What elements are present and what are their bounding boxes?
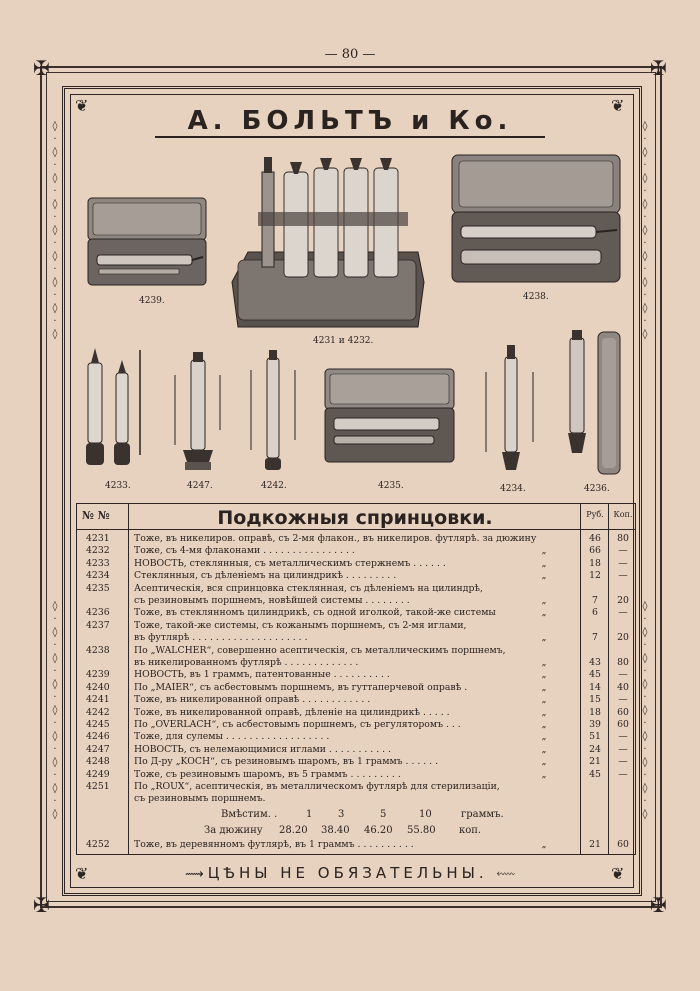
item-kop: —	[618, 768, 628, 780]
item-kop: —	[618, 743, 628, 755]
item-rub: 66	[589, 545, 601, 557]
table-row	[76, 558, 636, 570]
table-row	[76, 595, 636, 607]
right-ornament-chain-icon: ◊ · ◊ · ◊ · ◊ · ◊ · ◊ · ◊ · ◊ · ◊	[642, 601, 648, 820]
caption-4234: 4234.	[500, 484, 526, 494]
item-description: Тоже, съ резиновымъ шаромъ, въ 5 граммъ . . . . . . . . .	[134, 768, 401, 780]
item-kop: —	[618, 557, 628, 569]
item-description: По „WALCHER“, совершенно асептическія, съ металлическимъ поршнемъ,	[134, 644, 506, 656]
capacity-value: 10	[419, 809, 432, 820]
item-description: Асептическія, вся спринцовка стеклянная, съ дѣленіемъ на цилиндрѣ,	[134, 582, 483, 594]
capacity-value: 3	[338, 809, 345, 820]
item-description: въ футлярѣ . . . . . . . . . . . . . . . . . . . .	[134, 632, 308, 644]
item-kop: 60	[617, 839, 629, 850]
dozen-label: За дюжину	[204, 825, 263, 836]
item-rub: 45	[589, 669, 601, 681]
dozen-price: 55.80	[407, 825, 436, 836]
flourish-icon: ❦	[75, 864, 89, 883]
table-top-rule	[76, 503, 636, 504]
item-rub: 39	[589, 719, 601, 730]
dozen-unit: коп.	[459, 825, 482, 836]
item-rub: 45	[589, 768, 601, 780]
table-title: Подкожныя спринцовки.	[217, 507, 493, 529]
caption-4236: 4236.	[584, 484, 610, 494]
ditto-mark: „	[541, 768, 547, 780]
table-row	[76, 632, 636, 644]
item-number: 4236	[86, 607, 110, 619]
item-rub: 18	[589, 557, 601, 569]
item-kop: —	[618, 731, 628, 743]
footer-left-flourish-icon: ⟿	[185, 867, 208, 882]
item-kop: 80	[617, 657, 629, 668]
item-description: Тоже, въ никелированной оправѣ, дѣленіе на цилиндрикѣ . . . . .	[134, 706, 450, 718]
ditto-mark: „	[541, 657, 547, 668]
flourish-icon: ❦	[75, 96, 89, 115]
item-rub: 7	[592, 632, 598, 644]
item-number: 4239	[86, 669, 110, 681]
item-rub: 51	[589, 731, 601, 743]
item-kop: —	[618, 570, 628, 582]
item-description: Тоже, такой-же системы, съ кожанымъ поршнемъ, съ 2-мя иглами,	[134, 619, 467, 631]
item-kop: 20	[617, 632, 629, 644]
ditto-mark: „	[541, 731, 547, 743]
item-description: Тоже, въ никелиров. оправѣ, съ 2-мя флакон., въ никелиров. футлярѣ. за дюжину	[134, 533, 537, 544]
item-description: По Д-ру „KOCH“, съ резиновымъ шаромъ, въ 1 граммъ . . . . . .	[134, 756, 439, 768]
table-row	[76, 657, 636, 669]
table-row	[76, 545, 636, 557]
ditto-mark: „	[541, 756, 547, 768]
item-number: 4232	[86, 545, 110, 557]
ditto-mark: „	[541, 681, 547, 693]
item-description: НОВОСТЬ, въ 1 граммъ, патентованные . . . . . . . . . .	[134, 669, 390, 681]
item-description: Тоже, въ никелированной оправѣ . . . . . . . . . . . .	[134, 694, 371, 706]
corner-ornament-icon: ✠	[650, 893, 667, 917]
item-number: 4231	[86, 533, 110, 544]
table-row	[76, 707, 636, 719]
item-rub: 46	[589, 533, 601, 544]
item-rub: 24	[589, 743, 601, 755]
syringe-case-4235-illustration	[322, 366, 457, 466]
table-bottom-rule	[76, 854, 636, 855]
table-row	[76, 620, 636, 632]
item-description: Тоже, для сулемы . . . . . . . . . . . . . . . . . .	[134, 731, 330, 743]
item-description: въ никелированномъ футлярѣ . . . . . . . . . . . . .	[134, 657, 359, 668]
item-number: 4237	[86, 619, 110, 631]
item-rub: 14	[589, 681, 601, 693]
item-number: 4242	[86, 706, 110, 718]
syringe-case-4238-illustration	[449, 152, 625, 287]
syringe-4236-illustration	[562, 328, 627, 478]
item-description: Тоже, въ деревянномъ футлярѣ, въ 1 граммъ . . . . . . . . . .	[134, 839, 414, 850]
item-description: Тоже, съ 4-мя флаконами . . . . . . . . . . . . . . . .	[134, 545, 355, 557]
item-kop: 80	[617, 533, 629, 544]
ditto-mark: „	[541, 694, 547, 706]
syringe-4247-illustration	[165, 350, 235, 475]
firm-title: А. БОЛЬТЪ и Ко.	[187, 106, 513, 136]
item-description: съ резиновымъ поршнемъ.	[134, 793, 266, 805]
syringe-case-4239-illustration	[85, 195, 210, 290]
item-number: 4233	[86, 557, 110, 569]
column-kop-header: Коп.	[613, 510, 633, 519]
item-number: 4249	[86, 768, 110, 780]
table-row	[76, 744, 636, 756]
item-number: 4251	[86, 781, 110, 792]
item-number: 4238	[86, 644, 110, 656]
table-row	[76, 756, 636, 768]
table-row	[76, 839, 636, 851]
dozen-price: 38.40	[321, 825, 350, 836]
table-row	[76, 694, 636, 706]
item-kop: —	[618, 607, 628, 619]
caption-4238: 4238.	[523, 292, 549, 302]
title-rule	[155, 136, 545, 138]
item-number: 4246	[86, 731, 110, 743]
column-number-header: № №	[82, 509, 110, 522]
ditto-mark: „	[541, 632, 547, 644]
item-rub: 18	[589, 706, 601, 718]
item-description: По „OVERLACH“, съ асбестовымъ поршнемъ, съ регуляторомъ . . .	[134, 719, 461, 730]
table-row	[76, 533, 636, 545]
price-table	[76, 503, 636, 855]
capacity-label: Вмѣстим. .	[221, 809, 278, 820]
caption-4233: 4233.	[105, 481, 131, 491]
item-number: 4248	[86, 756, 110, 768]
dozen-price-row	[204, 825, 482, 836]
ditto-mark: „	[541, 595, 547, 606]
item-kop: 60	[617, 706, 629, 718]
item-number: 4247	[86, 743, 110, 755]
capacity-value: 1	[306, 809, 313, 820]
ditto-mark: „	[541, 570, 547, 582]
caption-4242: 4242.	[261, 481, 287, 491]
item-kop: 20	[617, 595, 629, 606]
ditto-mark: „	[541, 839, 547, 850]
caption-4247: 4247.	[187, 481, 213, 491]
footer-text: ЦѢНЫ НЕ ОБЯЗАТЕЛЬНЫ.	[207, 864, 488, 882]
item-kop: —	[618, 694, 628, 706]
table-header-rule	[76, 529, 636, 530]
item-number: 4252	[86, 839, 110, 850]
item-rub: 7	[592, 595, 598, 606]
dozen-price: 46.20	[364, 825, 393, 836]
capacity-value: 5	[380, 809, 387, 820]
item-description: Стеклянныя, съ дѣленіемъ на цилиндрикѣ . . . . . . . . .	[134, 570, 397, 582]
corner-ornament-icon: ✠	[33, 893, 50, 917]
table-row	[76, 781, 636, 793]
table-row	[76, 793, 636, 805]
item-rub: 21	[589, 756, 601, 768]
item-description: По „MAIER“, съ асбестовымъ поршнемъ, въ гуттаперчевой оправѣ .	[134, 681, 468, 693]
table-row	[76, 583, 636, 595]
caption-4239: 4239.	[139, 296, 165, 306]
flourish-icon: ❦	[611, 96, 625, 115]
item-number: 4245	[86, 719, 110, 730]
ditto-mark: „	[541, 545, 547, 557]
ditto-mark: „	[541, 669, 547, 681]
ditto-mark: „	[541, 607, 547, 619]
item-rub: 12	[589, 570, 601, 582]
item-number: 4241	[86, 694, 110, 706]
dozen-price: 28.20	[279, 825, 308, 836]
item-kop: —	[618, 669, 628, 681]
corner-ornament-icon: ✠	[650, 56, 667, 80]
caption-4235: 4235.	[378, 481, 404, 491]
capacity-unit: граммъ.	[461, 809, 504, 820]
table-row	[76, 570, 636, 582]
footer-note	[0, 864, 700, 882]
table-row	[76, 645, 636, 657]
item-kop: 40	[617, 681, 629, 693]
ditto-mark: „	[541, 743, 547, 755]
ditto-mark: „	[541, 706, 547, 718]
column-rub-header: Руб.	[586, 510, 604, 519]
item-kop: —	[618, 545, 628, 557]
item-description: Тоже, въ стеклянномъ цилиндрикѣ, съ одной иголкой, такой-же системы	[134, 607, 496, 619]
caption-4231-4232: 4231 и 4232.	[313, 336, 374, 346]
footer-right-flourish-icon: ⬳	[496, 867, 515, 882]
table-row	[76, 607, 636, 619]
item-description: По „ROUX“, асептическія, въ металлическомъ футлярѣ для стерилизаціи,	[134, 781, 500, 792]
item-rub: 21	[589, 839, 601, 850]
item-rub: 6	[592, 607, 598, 619]
flourish-icon: ❦	[611, 864, 625, 883]
table-row	[76, 719, 636, 731]
table-row	[76, 669, 636, 681]
item-rub: 15	[589, 694, 601, 706]
table-row	[76, 769, 636, 781]
item-kop: 60	[617, 719, 629, 730]
corner-ornament-icon: ✠	[33, 56, 50, 80]
right-ornament-chain-icon: ◊ · ◊ · ◊ · ◊ · ◊ · ◊ · ◊ · ◊ · ◊	[642, 121, 648, 340]
item-description: съ резиновымъ поршнемъ, новѣйшей системы . . . . . . . .	[134, 595, 410, 606]
item-number: 4235	[86, 582, 110, 594]
left-ornament-chain-icon: ◊ · ◊ · ◊ · ◊ · ◊ · ◊ · ◊ · ◊ · ◊	[52, 121, 58, 340]
syringes-4233-illustration	[80, 345, 150, 475]
item-number: 4240	[86, 681, 110, 693]
item-description: НОВОСТЬ, съ нелемающимися иглами . . . . . . . . . . .	[134, 743, 391, 755]
ditto-mark: „	[541, 557, 547, 569]
item-number: 4234	[86, 570, 110, 582]
left-ornament-chain-icon: ◊ · ◊ · ◊ · ◊ · ◊ · ◊ · ◊ · ◊ · ◊	[52, 601, 58, 820]
syringe-4234-illustration	[478, 342, 543, 477]
syringe-case-4231-illustration	[228, 152, 428, 332]
table-row	[76, 731, 636, 743]
table-row	[76, 682, 636, 694]
item-rub: 43	[589, 657, 601, 668]
capacity-row	[221, 809, 504, 820]
syringe-4242-illustration	[245, 350, 305, 475]
item-description: НОВОСТЬ, стеклянныя, съ металлическимъ стержнемъ . . . . . .	[134, 557, 446, 569]
ditto-mark: „	[541, 719, 547, 730]
page-number: — 80 —	[324, 47, 376, 62]
item-kop: —	[618, 756, 628, 768]
